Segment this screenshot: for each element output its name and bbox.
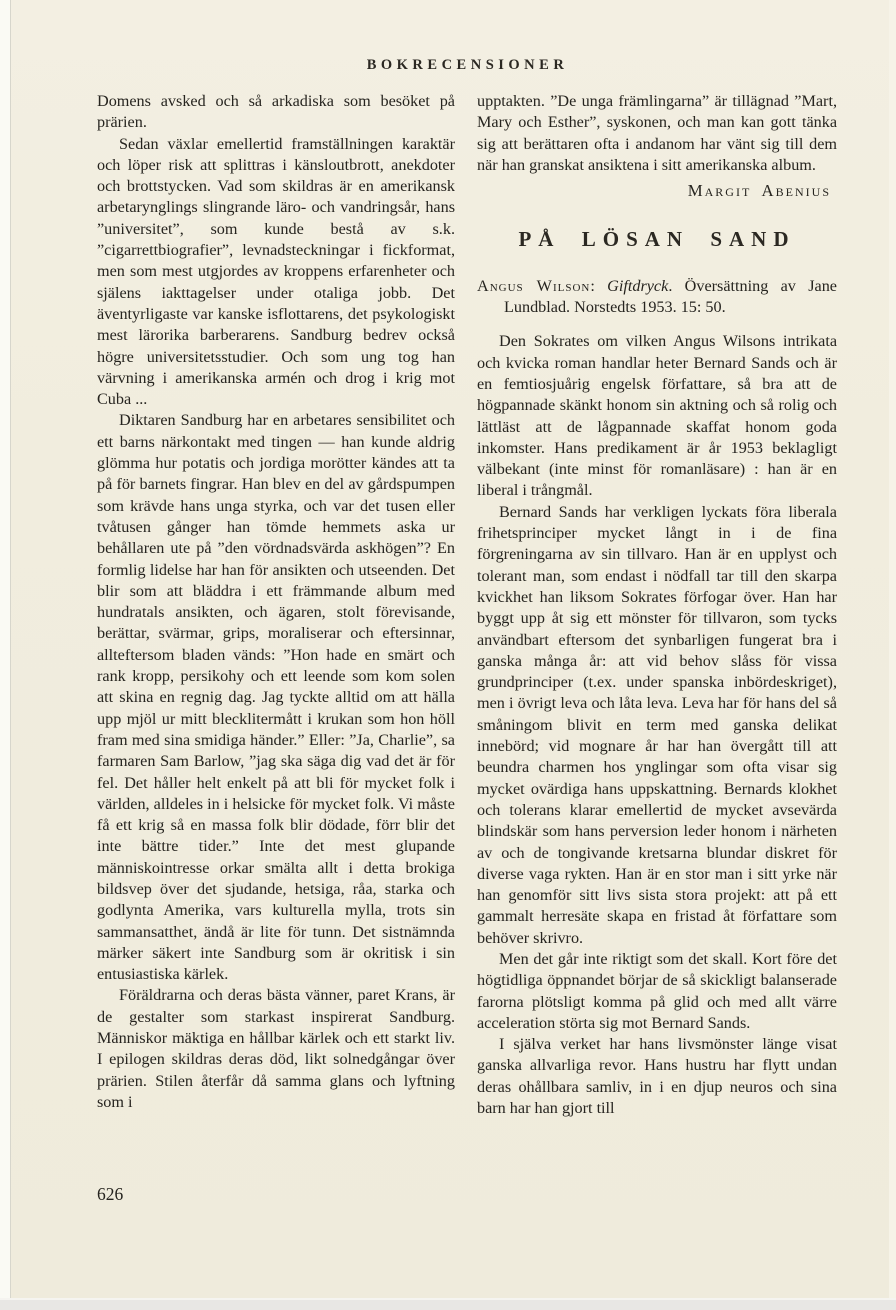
paragraph: Domens avsked och så arkadiska som besöket på prärien. <box>97 92 455 132</box>
paragraph: upptakten. ”De unga främlingarna” är tillägnad ”Mart, Mary och Esther”, syskonen, och man kan gott tänka sig att berättaren ofta i andanom har vänt sig till dem när han granskat ansiktena i sitt amerikanska album. <box>477 92 837 174</box>
paragraph: Den Sokrates om vilken Angus Wilsons intrikata och kvicka roman handlar heter Bernard Sands och är en femtiosjuårig engelsk författare, så bra att de högpannade skänkt honom sin aktning och så rolig och lättläst att de lågpannade skaffat honom goda inkomster. Hans predikament är år 1953 beklagligt välbekant (inte minst för romanläsare) : han är en liberal i trångmål. <box>477 332 837 500</box>
paragraph: Sedan växlar emellertid framställningen karaktär och löper risk att splittras i känsloutbrott, anekdoter och brottstycken. Vad som skildras är en amerikansk arbetarynglings slingrande läro- och vandringsår, hans ”universitet”, som kunde bestå av s.k. ”cigarrettbiografier”, levnadsteckningar i fickformat, men som mest utgjordes av kroppens erfarenheter och själens iakttagelser under otaliga jobb. Det äventyrligaste var kanske isflottarens, det psykologiskt mest lärorika barberarens. Sandburg bedrev också högre universitetsstudier. Och som ung tog han värvning i amerikanska armén och drog i krig mot Cuba ... <box>97 134 455 409</box>
reference-separator: : <box>590 276 608 295</box>
scan-edge-right <box>889 0 896 1310</box>
paragraph: I själva verket har hans livsmönster länge visat ganska allvarliga revor. Hans hustru har flytt undan deras ohållbara samliv, in i en djup neuros och sina barn har han gjort till <box>477 1035 837 1118</box>
book-reference <box>477 276 837 319</box>
scan-edge-left <box>0 0 11 1310</box>
book-author: Angus Wilson <box>477 276 591 295</box>
page-number: 626 <box>97 1184 124 1204</box>
section-title: PÅ LÖSAN SAND <box>518 227 796 252</box>
right-column <box>477 91 837 1119</box>
scan-edge-bottom <box>0 1298 896 1310</box>
paragraph: Föräldrarna och deras bästa vänner, paret Krans, är de gestalter som starkast inspirerat Sandburg. Människor mäktiga en hållbar kärlek och ett starkt liv. I epilogen skildras deras död, likt solnedgångar över prärien. Stilen återfår då samma glans och lyftning som i <box>97 986 455 1111</box>
paragraph: Men det går inte riktigt som det skall. Kort före det högtidliga öppnandet börjar de så skickligt balanserade farorna plötsligt komma på glid och med allt värre acceleration störta sig mot Bernard Sands. <box>477 949 837 1032</box>
paragraph: Diktaren Sandburg har en arbetares sensibilitet och ett barns närkontakt med tingen — han kunde aldrig glömma hur potatis och jordiga morötter kändes att ta på för barnets fingrar. Han blev en del av gårdspumpen som krävde hans unga styrka, och var det tusen eller tvåtusen gånger han tömde hemmets aska ur behållaren ute på ”den vördnadsvärda askhögen”? En formlig lidelse har han för ansikten och utseenden. Det blir som att bläddra i ett främmande album med hundratals ansikten, och ägaren, stolt förevisande, berättar, svärmar, grips, moraliserar och eftersinnar, allteftersom bladen vänds: ”Hon hade en smärt och rank kropp, persikohy och ett leende som kom solen att skina en regnig dag. Jag tyckte alltid om att hälla upp mjöl ur mitt blecklitermått i krukan som hon höll fram med sina smidiga händer.” Eller: ”Ja, Charlie”, sa farmaren Sam Barlow, ”jag ska säga dig vad det är för fel. Det håller helt enkelt på att bli för mycket folk i världen, alldeles in i helsicke för mycket folk. Vi måste få ett krig så en massa folk blir dödade, förr blir det inte bättre tider.” Inte det mest glupande människointresse orkar smälta allt i detta brokiga bildsvep över det sjudande, hetsiga, råa, starka och godlynta Amerika, vars kulturella mylla, trots sin sammansatthet, ändå är lite för tunn. Det sistnämnda märker säkert inte Sandburg som är okritisk i sin entusiastiska kärlek. <box>97 411 455 984</box>
left-column <box>97 91 455 1113</box>
author-signature: Margit Abenius <box>687 181 831 201</box>
paragraph: Bernard Sands har verkligen lyckats föra liberala frihetsprinciper mycket långt in i de fina förgreningarna av sin tillvaro. Han är en upplyst och tolerant man, som endast i nödfall tar till den skarpa kvickhet han liksom Sokrates förfogar över. Han har byggt upp åt sig ett mönster för tillvaron, som tycks användbart eftersom det synbarligen fungerat bra i ganska många år: att vid behov slåss för vissa grundprinciper (t.ex. under spanska inbördeskriget), men i övrigt leva och låta leva. Leva har för hans del så småningom blivit en term med ganska delikat innebörd; vid mognare år har han övergått till att beundra charmen hos ynglingar som ofta visar sig mycket ovärdiga hans uppskattning. Bernards klokhet och tolerans klarar emellertid de mycket avsevärda blindskär som hans perversion leder honom i närheten av och de tongivande kretsarna blundar diskret för diverse vaga rykten. Han är en stor man i sitt yrke när han genomför sitt livs sista stora projekt: att på ett gammalt herresäte skapa en fristad åt författare som behöver skrivro. <box>477 502 837 947</box>
book-title: Giftdryck <box>607 276 669 295</box>
reference-details: . Översättning av Jane Lundblad. Norstedts 1953. 15: 50. <box>504 276 837 317</box>
running-header: BOKRECENSIONER <box>366 57 569 73</box>
